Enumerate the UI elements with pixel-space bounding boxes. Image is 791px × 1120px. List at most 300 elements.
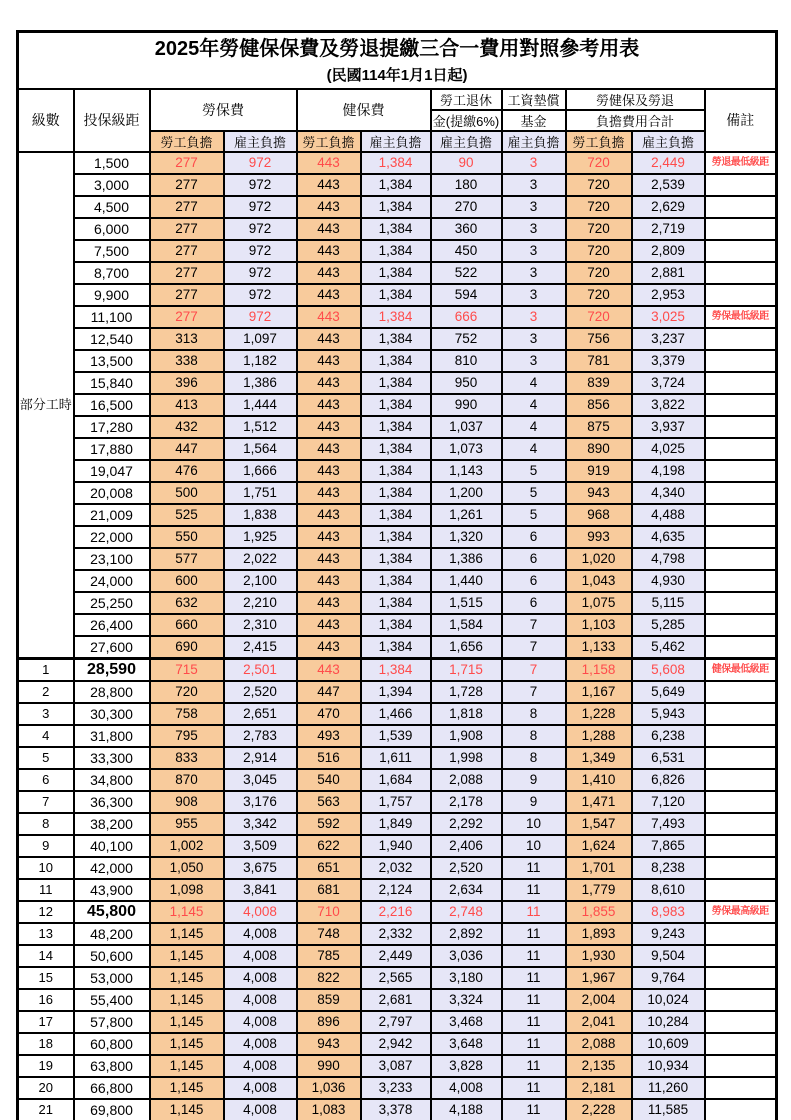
cell-value: 11 bbox=[502, 1055, 566, 1077]
cell-value: 1,471 bbox=[566, 791, 632, 813]
cell-value: 8 bbox=[502, 703, 566, 725]
cell-value: 1,386 bbox=[431, 548, 502, 570]
cell-value: 90 bbox=[431, 152, 502, 174]
table-row bbox=[18, 747, 777, 769]
cell-remark bbox=[705, 350, 777, 372]
header-pension-line1: 勞工退休 bbox=[431, 89, 502, 110]
cell-value: 2,216 bbox=[361, 901, 431, 923]
cell-value: 1,684 bbox=[361, 769, 431, 791]
cell-value: 1,384 bbox=[361, 592, 431, 614]
cell-value: 516 bbox=[297, 747, 361, 769]
cell-remark bbox=[705, 372, 777, 394]
cell-salary-bracket: 57,800 bbox=[74, 1011, 150, 1033]
cell-value: 1,930 bbox=[566, 945, 632, 967]
cell-remark bbox=[705, 328, 777, 350]
cell-value: 11 bbox=[502, 1011, 566, 1033]
cell-remark bbox=[705, 681, 777, 703]
cell-salary-bracket: 33,300 bbox=[74, 747, 150, 769]
table-row bbox=[18, 945, 777, 967]
cell-value: 2,797 bbox=[361, 1011, 431, 1033]
cell-value: 833 bbox=[150, 747, 224, 769]
cell-value: 632 bbox=[150, 592, 224, 614]
cell-salary-bracket: 12,540 bbox=[74, 328, 150, 350]
cell-salary-bracket: 60,800 bbox=[74, 1033, 150, 1055]
cell-remark bbox=[705, 240, 777, 262]
cell-salary-bracket: 24,000 bbox=[74, 570, 150, 592]
cell-value: 1,384 bbox=[361, 174, 431, 196]
table-row bbox=[18, 636, 777, 659]
table-row bbox=[18, 923, 777, 945]
cell-value: 443 bbox=[297, 526, 361, 548]
cell-value: 4,008 bbox=[431, 1077, 502, 1099]
cell-value: 277 bbox=[150, 218, 224, 240]
cell-value: 943 bbox=[566, 482, 632, 504]
cell-remark bbox=[705, 526, 777, 548]
cell-salary-bracket: 22,000 bbox=[74, 526, 150, 548]
cell-value: 3,937 bbox=[632, 416, 705, 438]
cell-value: 11 bbox=[502, 989, 566, 1011]
cell-value: 748 bbox=[297, 923, 361, 945]
table-row bbox=[18, 262, 777, 284]
cell-value: 447 bbox=[297, 681, 361, 703]
table-row bbox=[18, 1077, 777, 1099]
cell-level: 11 bbox=[18, 879, 74, 901]
cell-value: 1,584 bbox=[431, 614, 502, 636]
header-labor-employee: 勞工負擔 bbox=[150, 131, 224, 152]
cell-value: 338 bbox=[150, 350, 224, 372]
cell-remark bbox=[705, 967, 777, 989]
cell-value: 10,024 bbox=[632, 989, 705, 1011]
cell-value: 8,610 bbox=[632, 879, 705, 901]
cell-value: 443 bbox=[297, 416, 361, 438]
cell-remark bbox=[705, 1077, 777, 1099]
table-row bbox=[18, 328, 777, 350]
cell-value: 3,675 bbox=[224, 857, 297, 879]
cell-value: 2,539 bbox=[632, 174, 705, 196]
cell-value: 4,008 bbox=[224, 1055, 297, 1077]
table-row bbox=[18, 614, 777, 636]
cell-value: 1,757 bbox=[361, 791, 431, 813]
cell-value: 2,210 bbox=[224, 592, 297, 614]
cell-salary-bracket: 1,500 bbox=[74, 152, 150, 174]
cell-salary-bracket: 17,880 bbox=[74, 438, 150, 460]
cell-value: 1,200 bbox=[431, 482, 502, 504]
cell-value: 10,609 bbox=[632, 1033, 705, 1055]
cell-value: 443 bbox=[297, 262, 361, 284]
table-row bbox=[18, 196, 777, 218]
cell-value: 651 bbox=[297, 857, 361, 879]
cell-value: 2,783 bbox=[224, 725, 297, 747]
cell-value: 443 bbox=[297, 174, 361, 196]
cell-salary-bracket: 21,009 bbox=[74, 504, 150, 526]
cell-value: 594 bbox=[431, 284, 502, 306]
cell-value: 8,238 bbox=[632, 857, 705, 879]
cell-value: 3,841 bbox=[224, 879, 297, 901]
cell-value: 270 bbox=[431, 196, 502, 218]
cell-value: 5,649 bbox=[632, 681, 705, 703]
cell-value: 470 bbox=[297, 703, 361, 725]
cell-value: 972 bbox=[224, 218, 297, 240]
cell-value: 525 bbox=[150, 504, 224, 526]
cell-salary-bracket: 7,500 bbox=[74, 240, 150, 262]
cell-value: 7 bbox=[502, 636, 566, 659]
cell-remark: 勞保最高級距 bbox=[705, 901, 777, 923]
cell-salary-bracket: 13,500 bbox=[74, 350, 150, 372]
cell-value: 2,634 bbox=[431, 879, 502, 901]
cell-salary-bracket: 17,280 bbox=[74, 416, 150, 438]
cell-salary-bracket: 38,200 bbox=[74, 813, 150, 835]
cell-value: 7 bbox=[502, 681, 566, 703]
cell-value: 2,406 bbox=[431, 835, 502, 857]
cell-value: 1,145 bbox=[150, 1077, 224, 1099]
cell-value: 720 bbox=[566, 196, 632, 218]
cell-level: 13 bbox=[18, 923, 74, 945]
cell-value: 1,666 bbox=[224, 460, 297, 482]
cell-value: 3 bbox=[502, 350, 566, 372]
title-row bbox=[18, 32, 777, 89]
table-row bbox=[18, 725, 777, 747]
cell-remark bbox=[705, 945, 777, 967]
cell-salary-bracket: 40,100 bbox=[74, 835, 150, 857]
cell-salary-bracket: 36,300 bbox=[74, 791, 150, 813]
cell-value: 443 bbox=[297, 548, 361, 570]
cell-value: 1,384 bbox=[361, 240, 431, 262]
cell-value: 500 bbox=[150, 482, 224, 504]
cell-remark bbox=[705, 460, 777, 482]
table-row bbox=[18, 394, 777, 416]
cell-value: 2,292 bbox=[431, 813, 502, 835]
cell-value: 1,384 bbox=[361, 548, 431, 570]
cell-value: 1,440 bbox=[431, 570, 502, 592]
cell-remark bbox=[705, 923, 777, 945]
cell-value: 681 bbox=[297, 879, 361, 901]
cell-value: 1,145 bbox=[150, 923, 224, 945]
header-pension-line2: 金(提繳6%) bbox=[431, 110, 502, 131]
cell-value: 443 bbox=[297, 306, 361, 328]
table-row bbox=[18, 152, 777, 174]
cell-value: 2,332 bbox=[361, 923, 431, 945]
cell-value: 5,285 bbox=[632, 614, 705, 636]
cell-value: 908 bbox=[150, 791, 224, 813]
cell-value: 4 bbox=[502, 394, 566, 416]
cell-value: 360 bbox=[431, 218, 502, 240]
cell-value: 2,449 bbox=[361, 945, 431, 967]
cell-remark bbox=[705, 636, 777, 659]
cell-value: 1,143 bbox=[431, 460, 502, 482]
cell-value: 3 bbox=[502, 196, 566, 218]
cell-value: 443 bbox=[297, 240, 361, 262]
cell-value: 1,394 bbox=[361, 681, 431, 703]
cell-value: 1,611 bbox=[361, 747, 431, 769]
table-row bbox=[18, 526, 777, 548]
table-row bbox=[18, 592, 777, 614]
cell-value: 8 bbox=[502, 725, 566, 747]
cell-level: 7 bbox=[18, 791, 74, 813]
cell-value: 2,809 bbox=[632, 240, 705, 262]
cell-salary-bracket: 50,600 bbox=[74, 945, 150, 967]
cell-value: 1,097 bbox=[224, 328, 297, 350]
cell-value: 2,135 bbox=[566, 1055, 632, 1077]
cell-value: 3 bbox=[502, 328, 566, 350]
cell-value: 972 bbox=[224, 196, 297, 218]
cell-remark bbox=[705, 570, 777, 592]
cell-value: 5 bbox=[502, 460, 566, 482]
cell-salary-bracket: 48,200 bbox=[74, 923, 150, 945]
cell-value: 1,515 bbox=[431, 592, 502, 614]
cell-value: 1,818 bbox=[431, 703, 502, 725]
cell-value: 2,892 bbox=[431, 923, 502, 945]
cell-value: 715 bbox=[150, 658, 224, 681]
table-row bbox=[18, 769, 777, 791]
cell-value: 666 bbox=[431, 306, 502, 328]
cell-value: 1,384 bbox=[361, 438, 431, 460]
cell-value: 277 bbox=[150, 240, 224, 262]
cell-value: 2,178 bbox=[431, 791, 502, 813]
cell-value: 1,384 bbox=[361, 218, 431, 240]
cell-value: 4 bbox=[502, 372, 566, 394]
cell-value: 5 bbox=[502, 504, 566, 526]
cell-remark bbox=[705, 262, 777, 284]
premium-table bbox=[16, 30, 778, 1120]
cell-value: 432 bbox=[150, 416, 224, 438]
cell-value: 11 bbox=[502, 923, 566, 945]
cell-value: 6,238 bbox=[632, 725, 705, 747]
header-health-employer: 雇主負擔 bbox=[361, 131, 431, 152]
cell-salary-bracket: 66,800 bbox=[74, 1077, 150, 1099]
cell-value: 756 bbox=[566, 328, 632, 350]
cell-value: 919 bbox=[566, 460, 632, 482]
cell-value: 450 bbox=[431, 240, 502, 262]
cell-value: 943 bbox=[297, 1033, 361, 1055]
cell-value: 1,547 bbox=[566, 813, 632, 835]
cell-value: 11,260 bbox=[632, 1077, 705, 1099]
table-row bbox=[18, 306, 777, 328]
cell-value: 443 bbox=[297, 592, 361, 614]
cell-value: 1,050 bbox=[150, 857, 224, 879]
table-title-block bbox=[18, 32, 777, 89]
cell-value: 4,488 bbox=[632, 504, 705, 526]
cell-remark: 健保最低級距 bbox=[705, 658, 777, 681]
cell-value: 1,036 bbox=[297, 1077, 361, 1099]
cell-value: 5,608 bbox=[632, 658, 705, 681]
cell-value: 955 bbox=[150, 813, 224, 835]
cell-value: 1,384 bbox=[361, 482, 431, 504]
header-labor-employer: 雇主負擔 bbox=[224, 131, 297, 152]
cell-value: 4,025 bbox=[632, 438, 705, 460]
cell-value: 4,635 bbox=[632, 526, 705, 548]
cell-value: 7,493 bbox=[632, 813, 705, 835]
cell-remark bbox=[705, 174, 777, 196]
cell-value: 1,103 bbox=[566, 614, 632, 636]
table-row bbox=[18, 1055, 777, 1077]
cell-value: 690 bbox=[150, 636, 224, 659]
cell-salary-bracket: 63,800 bbox=[74, 1055, 150, 1077]
cell-salary-bracket: 43,900 bbox=[74, 879, 150, 901]
cell-value: 6 bbox=[502, 570, 566, 592]
cell-value: 6,531 bbox=[632, 747, 705, 769]
header-wage-fund-line2: 基金 bbox=[502, 110, 566, 131]
cell-value: 839 bbox=[566, 372, 632, 394]
cell-value: 2,181 bbox=[566, 1077, 632, 1099]
cell-value: 2,681 bbox=[361, 989, 431, 1011]
cell-salary-bracket: 55,400 bbox=[74, 989, 150, 1011]
cell-value: 443 bbox=[297, 614, 361, 636]
cell-level: 1 bbox=[18, 658, 74, 681]
cell-value: 3,379 bbox=[632, 350, 705, 372]
cell-value: 3,176 bbox=[224, 791, 297, 813]
cell-value: 577 bbox=[150, 548, 224, 570]
cell-value: 2,748 bbox=[431, 901, 502, 923]
cell-value: 6 bbox=[502, 526, 566, 548]
cell-value: 2,310 bbox=[224, 614, 297, 636]
cell-value: 710 bbox=[297, 901, 361, 923]
cell-value: 443 bbox=[297, 636, 361, 659]
cell-value: 1,384 bbox=[361, 328, 431, 350]
cell-value: 1,384 bbox=[361, 504, 431, 526]
cell-value: 3,468 bbox=[431, 1011, 502, 1033]
table-row bbox=[18, 548, 777, 570]
cell-value: 4,008 bbox=[224, 923, 297, 945]
cell-value: 972 bbox=[224, 284, 297, 306]
cell-value: 3,180 bbox=[431, 967, 502, 989]
cell-value: 1,849 bbox=[361, 813, 431, 835]
cell-value: 1,288 bbox=[566, 725, 632, 747]
cell-value: 752 bbox=[431, 328, 502, 350]
cell-level: 5 bbox=[18, 747, 74, 769]
cell-remark bbox=[705, 482, 777, 504]
cell-value: 3 bbox=[502, 240, 566, 262]
table-row bbox=[18, 791, 777, 813]
cell-salary-bracket: 26,400 bbox=[74, 614, 150, 636]
cell-value: 720 bbox=[566, 262, 632, 284]
cell-remark bbox=[705, 703, 777, 725]
cell-value: 1,167 bbox=[566, 681, 632, 703]
cell-level: 18 bbox=[18, 1033, 74, 1055]
cell-value: 758 bbox=[150, 703, 224, 725]
cell-value: 11 bbox=[502, 945, 566, 967]
cell-value: 1,384 bbox=[361, 372, 431, 394]
table-row bbox=[18, 989, 777, 1011]
cell-value: 476 bbox=[150, 460, 224, 482]
cell-value: 972 bbox=[224, 240, 297, 262]
cell-value: 493 bbox=[297, 725, 361, 747]
cell-value: 443 bbox=[297, 482, 361, 504]
cell-value: 1,145 bbox=[150, 1011, 224, 1033]
cell-remark bbox=[705, 284, 777, 306]
header-bracket: 投保級距 bbox=[74, 89, 150, 152]
cell-level: 2 bbox=[18, 681, 74, 703]
cell-value: 1,838 bbox=[224, 504, 297, 526]
cell-value: 1,145 bbox=[150, 1033, 224, 1055]
cell-value: 720 bbox=[566, 240, 632, 262]
cell-value: 1,384 bbox=[361, 152, 431, 174]
cell-value: 9 bbox=[502, 791, 566, 813]
cell-value: 11 bbox=[502, 967, 566, 989]
cell-value: 1,384 bbox=[361, 262, 431, 284]
cell-value: 2,449 bbox=[632, 152, 705, 174]
cell-value: 2,565 bbox=[361, 967, 431, 989]
cell-value: 720 bbox=[566, 218, 632, 240]
cell-value: 277 bbox=[150, 306, 224, 328]
header-total-line2: 負擔費用合計 bbox=[566, 110, 705, 131]
cell-value: 720 bbox=[566, 284, 632, 306]
cell-value: 550 bbox=[150, 526, 224, 548]
cell-value: 785 bbox=[297, 945, 361, 967]
cell-value: 972 bbox=[224, 306, 297, 328]
cell-value: 810 bbox=[431, 350, 502, 372]
cell-value: 540 bbox=[297, 769, 361, 791]
cell-level: 9 bbox=[18, 835, 74, 857]
cell-value: 2,520 bbox=[431, 857, 502, 879]
cell-value: 1,444 bbox=[224, 394, 297, 416]
cell-value: 443 bbox=[297, 284, 361, 306]
cell-level: 6 bbox=[18, 769, 74, 791]
cell-value: 1,075 bbox=[566, 592, 632, 614]
table-row bbox=[18, 879, 777, 901]
cell-value: 1,145 bbox=[150, 1055, 224, 1077]
cell-remark bbox=[705, 504, 777, 526]
cell-value: 3,087 bbox=[361, 1055, 431, 1077]
page-subtitle: (民國114年1月1日起) bbox=[326, 66, 468, 84]
cell-value: 3 bbox=[502, 174, 566, 196]
cell-value: 443 bbox=[297, 372, 361, 394]
cell-value: 413 bbox=[150, 394, 224, 416]
cell-value: 1,701 bbox=[566, 857, 632, 879]
cell-salary-bracket: 69,800 bbox=[74, 1099, 150, 1120]
cell-value: 6 bbox=[502, 548, 566, 570]
header-total-employer: 雇主負擔 bbox=[632, 131, 705, 152]
cell-value: 993 bbox=[566, 526, 632, 548]
cell-remark bbox=[705, 835, 777, 857]
cell-value: 8 bbox=[502, 747, 566, 769]
cell-value: 1,384 bbox=[361, 526, 431, 548]
table-row bbox=[18, 482, 777, 504]
cell-value: 3 bbox=[502, 284, 566, 306]
cell-value: 1,145 bbox=[150, 967, 224, 989]
cell-value: 4,008 bbox=[224, 1099, 297, 1120]
cell-value: 1,384 bbox=[361, 614, 431, 636]
table-row bbox=[18, 372, 777, 394]
table-row bbox=[18, 901, 777, 923]
cell-salary-bracket: 16,500 bbox=[74, 394, 150, 416]
cell-remark bbox=[705, 813, 777, 835]
cell-value: 1,384 bbox=[361, 306, 431, 328]
cell-value: 720 bbox=[566, 152, 632, 174]
cell-value: 990 bbox=[297, 1055, 361, 1077]
cell-value: 313 bbox=[150, 328, 224, 350]
cell-value: 1,182 bbox=[224, 350, 297, 372]
header-total-employee: 勞工負擔 bbox=[566, 131, 632, 152]
cell-value: 2,629 bbox=[632, 196, 705, 218]
header-row-1 bbox=[18, 89, 777, 110]
cell-level: 19 bbox=[18, 1055, 74, 1077]
cell-value: 1,908 bbox=[431, 725, 502, 747]
cell-value: 660 bbox=[150, 614, 224, 636]
cell-value: 7 bbox=[502, 614, 566, 636]
cell-value: 4,008 bbox=[224, 1077, 297, 1099]
cell-salary-bracket: 42,000 bbox=[74, 857, 150, 879]
cell-salary-bracket: 23,100 bbox=[74, 548, 150, 570]
cell-value: 11 bbox=[502, 1099, 566, 1120]
cell-value: 2,088 bbox=[431, 769, 502, 791]
cell-value: 443 bbox=[297, 438, 361, 460]
header-total-line1: 勞健保及勞退 bbox=[566, 89, 705, 110]
cell-value: 8,983 bbox=[632, 901, 705, 923]
cell-value: 4,930 bbox=[632, 570, 705, 592]
cell-value: 2,022 bbox=[224, 548, 297, 570]
cell-value: 2,032 bbox=[361, 857, 431, 879]
cell-value: 1,384 bbox=[361, 658, 431, 681]
